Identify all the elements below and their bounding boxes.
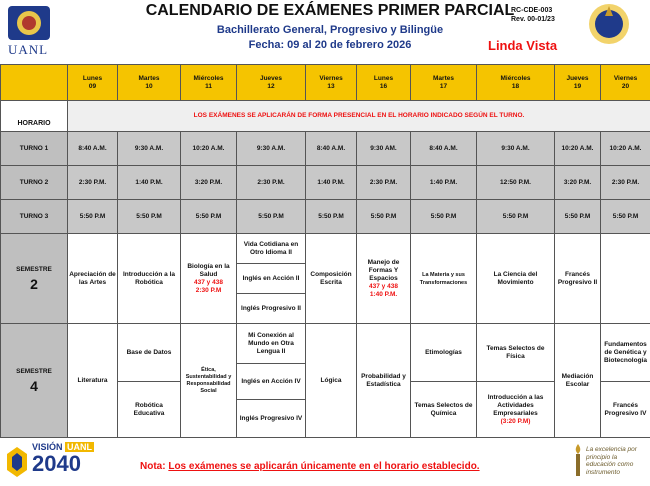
turno-label: TURNO 1 [1,132,68,166]
subject-cell: Introducción a las Actividades Empresariales (3:20 P.M) [477,382,555,438]
day-header: Lunes 09 [68,65,118,101]
day-header: Martes 10 [118,65,181,101]
day-header: Jueves 12 [237,65,306,101]
subject-cell: Manejo de Formas Y Espacios 437 y 438 1:40 P.M. [357,234,411,324]
subject-cell: Composición Escrita [306,234,357,324]
semester-4-row [1,324,650,360]
subject-cell: Introducción a la Robótica [118,234,181,324]
subject-cell: Mediación Escolar [555,324,601,438]
empty-cell [601,234,650,324]
subject-cell: Apreciación de las Artes [68,234,118,324]
turno-row [1,166,650,200]
document-ref: RC-CDE-003 Rev. 00-01/23 [511,7,555,23]
campus-name: Linda Vista [488,38,558,53]
time-cell: 12:50 P.M. [477,166,555,200]
turno-row [1,200,650,234]
subject-cell: Fundamentos de Genética y Biotecnología [601,324,650,382]
page-title: CALENDARIO DE EXÁMENES PRIMER PARCIAL [145,2,515,19]
day-header-row [1,65,650,101]
subject-cell: La Ciencia del Movimiento [477,234,555,324]
time-cell: 5:50 P.M [306,200,357,234]
subject-cell: Temas Selectos de Física [477,324,555,382]
subject-cell: Literatura [68,324,118,438]
time-cell: 10:20 A.M. [555,132,601,166]
time-cell: 5:50 P.M [555,200,601,234]
subject-cell: La Materia y sus Transformaciones [411,234,477,324]
footer [0,436,650,486]
uanl-label: UANL [8,42,49,57]
subject-cell: Vida Cotidiana en Otro Idioma II [237,234,306,264]
subject-cell: Lógica [306,324,357,438]
time-cell: 1:40 P.M. [306,166,357,200]
time-cell: 5:50 P.M [411,200,477,234]
time-cell: 5:50 P.M [68,200,118,234]
time-cell: 10:20 A.M. [601,132,650,166]
page-subtitle: Bachillerato General, Progresivo y Bilingüe [216,24,444,36]
exam-calendar-table [0,64,650,438]
time-cell: 9:30 AM. [357,132,411,166]
time-cell: 2:30 P.M. [68,166,118,200]
corner-cell [1,65,68,101]
subject-cell: Base de Datos [118,324,181,382]
time-cell: 9:30 A.M. [118,132,181,166]
day-header: Jueves 19 [555,65,601,101]
time-cell: 10:20 A.M. [181,132,237,166]
time-cell: 1:40 P.M. [118,166,181,200]
subject-cell: Biología en la Salud 437 y 438 2:30 P.M [181,234,237,324]
subject-cell: Robótica Educativa [118,382,181,438]
anniversary-emblem-icon [585,2,633,46]
time-cell: 2:30 P.M. [237,166,306,200]
subject-cell: Inglés en Acción II [237,264,306,294]
time-cell: 9:30 A.M. [237,132,306,166]
time-cell: 8:40 A.M. [68,132,118,166]
semester-2-row [1,234,650,264]
footer-note: Nota: Los exámenes se aplicarán únicamente en el horario establecido. [140,461,480,472]
time-cell: 5:50 P.M [181,200,237,234]
time-cell: 5:50 P.M [118,200,181,234]
time-cell: 9:30 A.M. [477,132,555,166]
time-cell: 3:20 P.M. [555,166,601,200]
subject-cell: Inglés Progresivo IV [237,400,306,438]
uanl-shield-icon [6,4,52,42]
day-header: Miércoles 18 [477,65,555,101]
date-range: Fecha: 09 al 20 de febrero 2026 [248,39,412,51]
notice-row [1,101,650,132]
time-cell: 5:50 P.M [477,200,555,234]
day-header: Viernes 13 [306,65,357,101]
header [0,0,650,64]
subject-cell: Francés Progresivo II [555,234,601,324]
time-cell: 2:30 P.M. [601,166,650,200]
presential-notice: LOS EXÁMENES SE APLICARÁN DE FORMA PRESENCIAL EN EL HORARIO INDICADO SEGÚN EL TURNO. [68,101,650,132]
horario-label: HORARIO [1,101,68,132]
subject-cell: Inglés en Acción IV [237,364,306,400]
turno-label: TURNO 3 [1,200,68,234]
excelencia-motto: La excelencia por principio la educación como instrumento [572,444,650,484]
semester-2-label: SEMESTRE 2 [1,234,68,324]
time-cell: 3:20 P.M. [181,166,237,200]
subject-cell: Probabilidad y Estadística [357,324,411,438]
subject-cell: Francés Progresivo IV [601,382,650,438]
day-header: Martes 17 [411,65,477,101]
subject-cell: Mi Conexión al Mundo en Otra Lengua II [237,324,306,364]
vision-emblem-icon [6,446,28,478]
time-cell: 5:50 P.M [357,200,411,234]
time-cell: 2:30 P.M. [357,166,411,200]
subject-cell: Etimologías [411,324,477,382]
torch-icon [572,444,584,478]
subject-cell: Ética, Sustentabilidad y Responsabilidad Social [181,324,237,438]
time-cell: 5:50 P.M [601,200,650,234]
vision-2040-logo: VISIÓN UANL 2040 [6,442,116,482]
subject-cell: Temas Selectos de Química [411,382,477,438]
time-cell: 1:40 P.M. [411,166,477,200]
turno-row [1,132,650,166]
turno-label: TURNO 2 [1,166,68,200]
day-header: Lunes 16 [357,65,411,101]
time-cell: 8:40 A.M. [411,132,477,166]
subject-cell: Inglés Progresivo II [237,294,306,324]
time-cell: 5:50 P.M [237,200,306,234]
day-header: Miércoles 11 [181,65,237,101]
day-header: Viernes 20 [601,65,650,101]
semester-4-label: SEMESTRE 4 [1,324,68,438]
time-cell: 8:40 A.M. [306,132,357,166]
